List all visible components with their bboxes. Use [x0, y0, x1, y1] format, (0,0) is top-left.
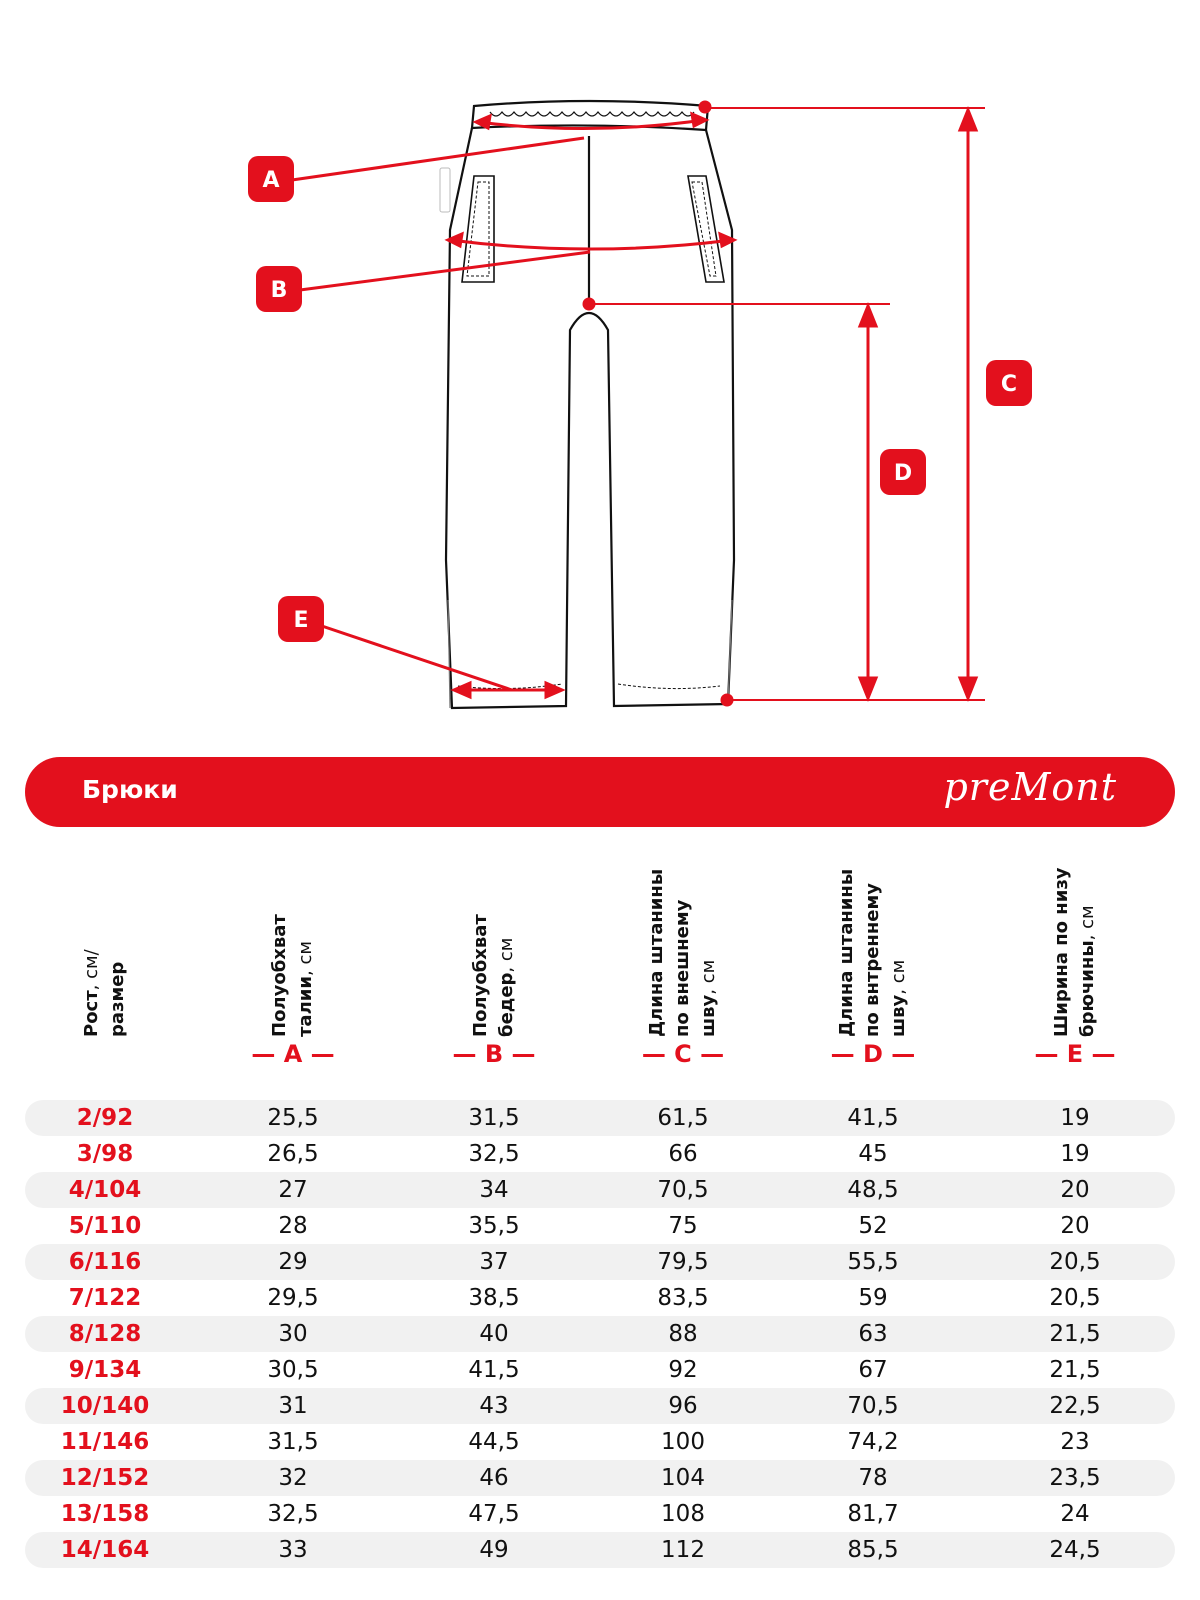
- value-cell: 25,5: [267, 1105, 319, 1131]
- value-cell: 43: [479, 1393, 509, 1419]
- svg-text:A: A: [262, 168, 280, 193]
- value-cell: 52: [858, 1213, 888, 1239]
- value-cell: 20: [1060, 1213, 1090, 1239]
- size-cell: 12/152: [60, 1465, 150, 1491]
- column-letter-4: — D —: [830, 1040, 916, 1068]
- badge-e: [278, 596, 324, 642]
- value-cell: 28: [278, 1213, 308, 1239]
- value-cell: 35,5: [468, 1213, 520, 1239]
- table-row: [25, 1172, 1175, 1208]
- size-cell: 8/128: [68, 1321, 142, 1347]
- column-letter-2: — B —: [452, 1040, 536, 1068]
- column-header-line: бедер, см: [496, 937, 517, 1037]
- column-header-line: размер: [107, 961, 128, 1037]
- size-table: [25, 1100, 1175, 1568]
- value-cell: 70,5: [657, 1177, 709, 1203]
- value-cell: 49: [479, 1537, 509, 1563]
- brand-logo: preMont: [943, 765, 1117, 809]
- column-header-2: [439, 857, 549, 1037]
- value-cell: 31,5: [267, 1429, 319, 1455]
- value-cell: 74,2: [847, 1429, 899, 1455]
- table-row: [25, 1280, 1175, 1316]
- table-row: [25, 1388, 1175, 1424]
- column-header-0: [50, 857, 160, 1037]
- column-header-line: талии, см: [295, 941, 316, 1037]
- value-cell: 33: [278, 1537, 308, 1563]
- size-cell: 5/110: [68, 1213, 142, 1239]
- pants-measurement-diagram: [0, 0, 1200, 740]
- value-cell: 75: [668, 1213, 698, 1239]
- badge-d: [880, 449, 926, 495]
- value-cell: 23,5: [1049, 1465, 1101, 1491]
- value-cell: 30: [278, 1321, 308, 1347]
- value-cell: 19: [1060, 1105, 1090, 1131]
- column-header-line: по внтреннему: [862, 883, 883, 1037]
- badge-b: [256, 266, 302, 312]
- column-header-5: [1020, 857, 1130, 1037]
- value-cell: 31,5: [468, 1105, 520, 1131]
- badge-c: [986, 360, 1032, 406]
- value-cell: 29: [278, 1249, 308, 1275]
- measurement-lines: [292, 102, 985, 705]
- value-cell: 59: [858, 1285, 888, 1311]
- section-banner: [25, 757, 1175, 827]
- value-cell: 32,5: [267, 1501, 319, 1527]
- value-cell: 47,5: [468, 1501, 520, 1527]
- value-cell: 24,5: [1049, 1537, 1101, 1563]
- table-row: [25, 1496, 1175, 1532]
- value-cell: 66: [668, 1141, 698, 1167]
- value-cell: 27: [278, 1177, 308, 1203]
- value-cell: 92: [668, 1357, 698, 1383]
- table-row: [25, 1136, 1175, 1172]
- value-cell: 21,5: [1049, 1321, 1101, 1347]
- value-cell: 83,5: [657, 1285, 709, 1311]
- size-cell: 3/98: [76, 1141, 134, 1167]
- column-header-4: [818, 857, 928, 1037]
- table-row: [25, 1424, 1175, 1460]
- value-cell: 70,5: [847, 1393, 899, 1419]
- value-cell: 32: [278, 1465, 308, 1491]
- column-header-line: брючины, см: [1077, 905, 1098, 1037]
- column-header-line: Полуобхват: [470, 914, 491, 1037]
- value-cell: 20: [1060, 1177, 1090, 1203]
- svg-text:C: C: [1000, 372, 1018, 397]
- column-header-line: Ширина по низу: [1051, 867, 1072, 1037]
- badge-a: [248, 156, 294, 202]
- value-cell: 26,5: [267, 1141, 319, 1167]
- value-cell: 96: [668, 1393, 698, 1419]
- size-cell: 14/164: [60, 1537, 150, 1563]
- value-cell: 61,5: [657, 1105, 709, 1131]
- value-cell: 112: [661, 1537, 705, 1563]
- value-cell: 100: [661, 1429, 705, 1455]
- value-cell: 41,5: [468, 1357, 520, 1383]
- value-cell: 45: [858, 1141, 888, 1167]
- size-cell: 10/140: [60, 1393, 150, 1419]
- value-cell: 48,5: [847, 1177, 899, 1203]
- size-cell: 11/146: [60, 1429, 150, 1455]
- table-row: [25, 1244, 1175, 1280]
- value-cell: 44,5: [468, 1429, 520, 1455]
- table-row: [25, 1352, 1175, 1388]
- value-cell: 21,5: [1049, 1357, 1101, 1383]
- value-cell: 78: [858, 1465, 888, 1491]
- value-cell: 38,5: [468, 1285, 520, 1311]
- size-cell: 9/134: [68, 1357, 142, 1383]
- value-cell: 29,5: [267, 1285, 319, 1311]
- value-cell: 37: [479, 1249, 509, 1275]
- value-cell: 67: [858, 1357, 888, 1383]
- table-row: [25, 1532, 1175, 1568]
- value-cell: 79,5: [657, 1249, 709, 1275]
- column-header-line: Полуобхват: [269, 914, 290, 1037]
- table-row: [25, 1100, 1175, 1136]
- value-cell: 104: [661, 1465, 705, 1491]
- value-cell: 32,5: [468, 1141, 520, 1167]
- value-cell: 22,5: [1049, 1393, 1101, 1419]
- value-cell: 55,5: [847, 1249, 899, 1275]
- table-row: [25, 1316, 1175, 1352]
- column-header-line: шву, см: [888, 959, 909, 1037]
- value-cell: 30,5: [267, 1357, 319, 1383]
- pants-outline: [440, 101, 734, 708]
- column-header-3: [628, 857, 738, 1037]
- value-cell: 81,7: [847, 1501, 899, 1527]
- value-cell: 20,5: [1049, 1285, 1101, 1311]
- column-letter-3: — C —: [641, 1040, 725, 1068]
- size-cell: 4/104: [68, 1177, 142, 1203]
- section-title: Брюки: [82, 775, 178, 804]
- column-header-line: Длина штанины: [646, 868, 667, 1037]
- value-cell: 41,5: [847, 1105, 899, 1131]
- value-cell: 19: [1060, 1141, 1090, 1167]
- size-cell: 7/122: [68, 1285, 142, 1311]
- size-cell: 6/116: [68, 1249, 142, 1275]
- value-cell: 23: [1060, 1429, 1090, 1455]
- value-cell: 20,5: [1049, 1249, 1101, 1275]
- size-cell: 13/158: [60, 1501, 150, 1527]
- value-cell: 63: [858, 1321, 888, 1347]
- column-header-1: [238, 857, 348, 1037]
- column-header-line: по внешнему: [672, 899, 693, 1037]
- svg-text:D: D: [893, 461, 913, 486]
- value-cell: 34: [479, 1177, 509, 1203]
- column-header-line: Длина штанины: [836, 868, 857, 1037]
- column-letter-1: — A —: [251, 1040, 335, 1068]
- table-row: [25, 1208, 1175, 1244]
- value-cell: 108: [661, 1501, 705, 1527]
- value-cell: 88: [668, 1321, 698, 1347]
- column-letter-5: — E —: [1034, 1040, 1116, 1068]
- column-header-line: Рост, см/: [81, 949, 102, 1037]
- value-cell: 31: [278, 1393, 308, 1419]
- value-cell: 85,5: [847, 1537, 899, 1563]
- value-cell: 24: [1060, 1501, 1090, 1527]
- svg-text:E: E: [293, 608, 309, 633]
- value-cell: 40: [479, 1321, 509, 1347]
- table-row: [25, 1460, 1175, 1496]
- svg-text:B: B: [270, 278, 288, 303]
- size-cell: 2/92: [76, 1105, 134, 1131]
- value-cell: 46: [479, 1465, 509, 1491]
- column-header-line: шву, см: [698, 959, 719, 1037]
